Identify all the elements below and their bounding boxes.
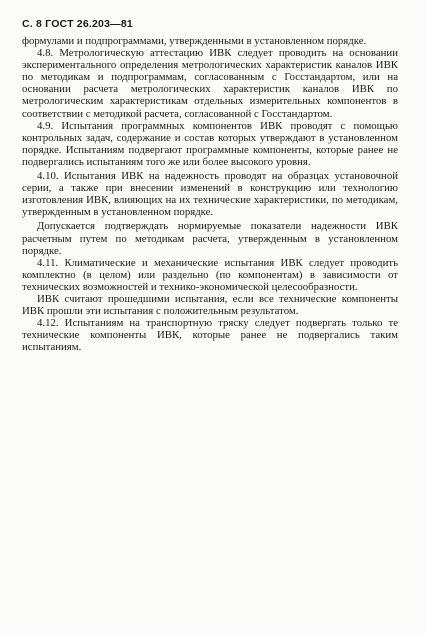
- paragraph-reliability: Допускается подтверждать нормируемые показатели надежности ИВК расчетным путем по методикам расчета, утвержденным в установленном порядке.: [22, 220, 398, 257]
- paragraph-continuation: формулами и подпрограммами, утвержденными в установленном порядке.: [22, 35, 367, 47]
- paragraph-4-9: 4.9. Испытания программных компонентов ИВК проводят с помощью контрольных задач, содержание и состав которых утверждают в установленном порядке. Испытаниям подвергают программные компоненты, которые ранее не подвергались испытаниям того же или более высокого уровня.: [22, 119, 398, 168]
- paragraph-4-10: 4.10. Испытания ИВК на надежность проводят на образцах установочной серии, а также при внесении изменений в конструкцию или технологию изготовления ИВК, влияющих на их технические характеристики, по методикам, утвержденным в установленном порядке.: [22, 170, 398, 219]
- document-body: [22, 35, 398, 353]
- paragraph-4-12: 4.12. Испытаниям на транспортную тряску следует подвергать только те технические компоненты ИВК, которые ранее не подвергались таким испытаниям.: [22, 317, 398, 354]
- paragraph-test-result: ИВК считают прошедшими испытания, если все технические компоненты ИВК прошли эти испытания с положительным результатом.: [22, 292, 398, 318]
- page-header: С. 8 ГОСТ 26.203—81: [22, 18, 133, 30]
- paragraph-4-11: 4.11. Климатические и механические испытания ИВК следует проводить комплектно (в целом) или раздельно (по компонентам) в зависимости от технических возможностей и технико-экономической целесообразности.: [22, 256, 398, 293]
- paragraph-4-8: 4.8. Метрологическую аттестацию ИВК следует проводить на основании экспериментального определения метрологических характеристик каналов ИВК по методикам и подпрограммам, согласованным с Госстандартом, или на основании расчета метрологических характеристик каналов ИВК по метрологическим характеристикам отдельных измерительных компонентов в соответствии с методикой расчета, согласованной с Госстандартом.: [22, 47, 398, 120]
